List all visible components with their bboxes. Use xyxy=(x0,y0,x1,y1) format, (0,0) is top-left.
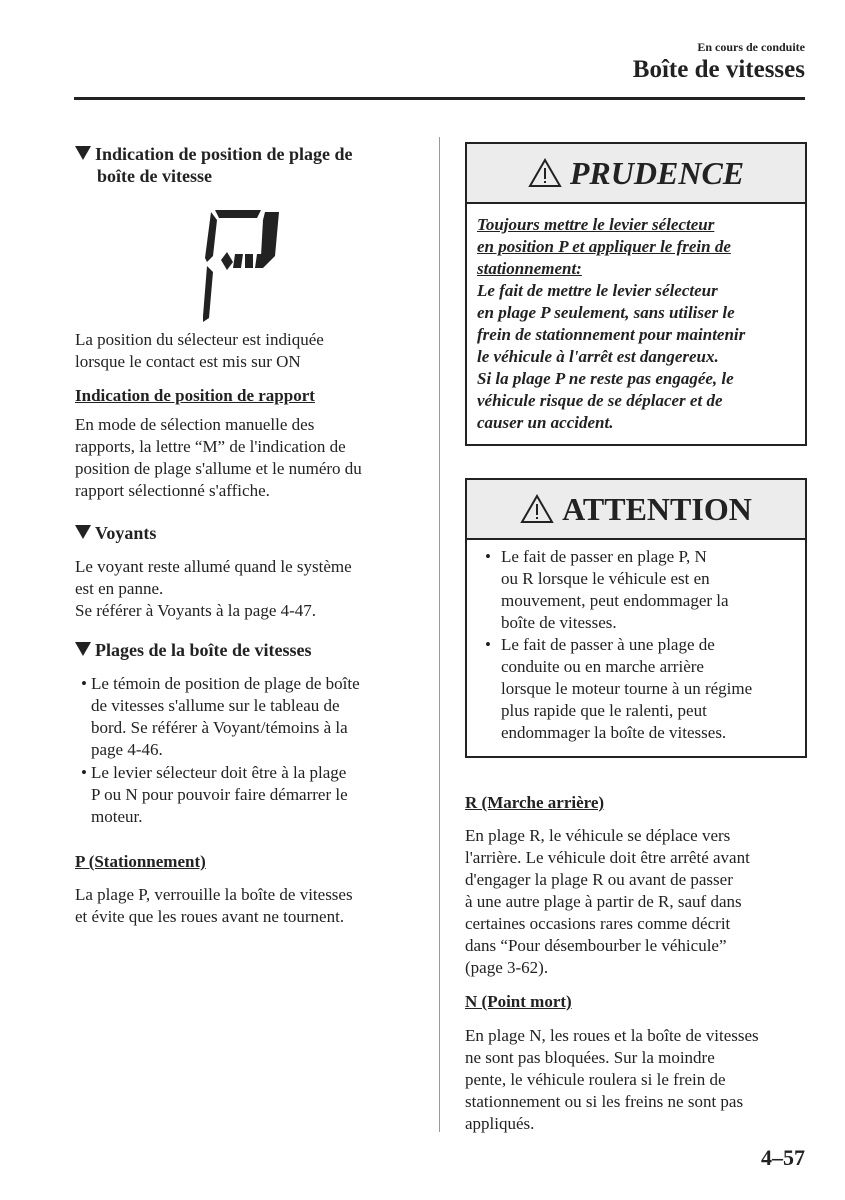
header-rule xyxy=(74,97,805,100)
warning-triangle-icon xyxy=(520,494,554,524)
attention-header xyxy=(467,480,805,540)
subheading-neutral: N (Point mort) xyxy=(465,992,572,1011)
p-segment-display-icon xyxy=(203,210,289,322)
heading-position-indication: Indication de position de plage de xyxy=(75,143,353,165)
attention-box xyxy=(465,478,807,758)
heading-ranges: Plages de la boîte de vitesses xyxy=(75,639,311,661)
subheading-reverse: R (Marche arrière) xyxy=(465,793,605,812)
park-text: La plage P, verrouille la boîte de vitesses et évite que les roues avant ne tournent. xyxy=(75,885,353,926)
section-triangle-icon xyxy=(75,642,91,656)
subheading-park: P (Stationnement) xyxy=(75,852,206,871)
prudence-text: Toujours mettre le levier sélecteur en position P et appliquer le frein de stationnement: Le fait de mettre le levier sélecteur en plage P seulement, sans utiliser le frein de stationnement pour maintenir le véhicule à l'arrêt est dangereux. Si la plage P ne reste pas engagée, le véhicule risque de se déplacer et de causer un accident. xyxy=(477,215,746,432)
attention-title: ATTENTION xyxy=(562,490,752,527)
neutral-text: En plage N, les roues et la boîte de vitesses ne sont pas bloquées. Sur la moindre pente, le véhicule roulera si le frein de stationnement ou si les freins ne sont pas appliqués. xyxy=(465,1026,759,1133)
warning-triangle-icon xyxy=(528,158,562,188)
list-item: • Le levier sélecteur doit être à la plage P ou N pour pouvoir faire démarrer le moteur. xyxy=(81,763,348,826)
page-title: Boîte de vitesses xyxy=(632,56,805,83)
manual-mode-text: En mode de sélection manuelle des rapports, la lettre “M” de l'indication de position de plage s'allume et le numéro du rapport sélectionné s'affiche. xyxy=(75,415,362,500)
subheading-gear-indication: Indication de position de rapport xyxy=(75,386,315,405)
section-triangle-icon xyxy=(75,146,91,160)
prudence-header xyxy=(467,144,805,204)
reverse-text: En plage R, le véhicule se déplace vers l'arrière. Le véhicule doit être arrêté avant d'engager la plage R ou avant de passer à une autre plage à partir de R, sauf dans certaines occasions rares comme décrit dans “Pour désembourber le véhicule” (page 3-62). xyxy=(465,826,750,977)
page-number: 4–57 xyxy=(761,1145,805,1170)
list-item: • Le fait de passer en plage P, N ou R lorsque le véhicule est en mouvement, peut endommager la boîte de vitesses. xyxy=(485,547,729,632)
list-item: • Le fait de passer à une plage de conduite ou en marche arrière lorsque le moteur tourne à un régime plus rapide que le ralenti, peut endommager la boîte de vitesses. xyxy=(485,635,753,742)
heading-position-indication-line2: boîte de vitesse xyxy=(97,166,212,186)
prudence-title: PRUDENCE xyxy=(569,154,745,191)
section-triangle-icon xyxy=(75,525,91,539)
position-indication-text: La position du sélecteur est indiquée lorsque le contact est mis sur ON xyxy=(75,330,324,371)
heading-voyants: Voyants xyxy=(75,522,156,544)
voyants-text: Le voyant reste allumé quand le système est en panne. Se référer à Voyants à la page 4-47. xyxy=(75,557,352,620)
header-section: En cours de conduite xyxy=(697,40,805,54)
prudence-box xyxy=(465,142,807,446)
column-divider xyxy=(439,137,440,1132)
list-item: • Le témoin de position de plage de boîte de vitesses s'allume sur le tableau de bord. Se référer à Voyant/témoins à la page 4-46. xyxy=(81,674,360,759)
